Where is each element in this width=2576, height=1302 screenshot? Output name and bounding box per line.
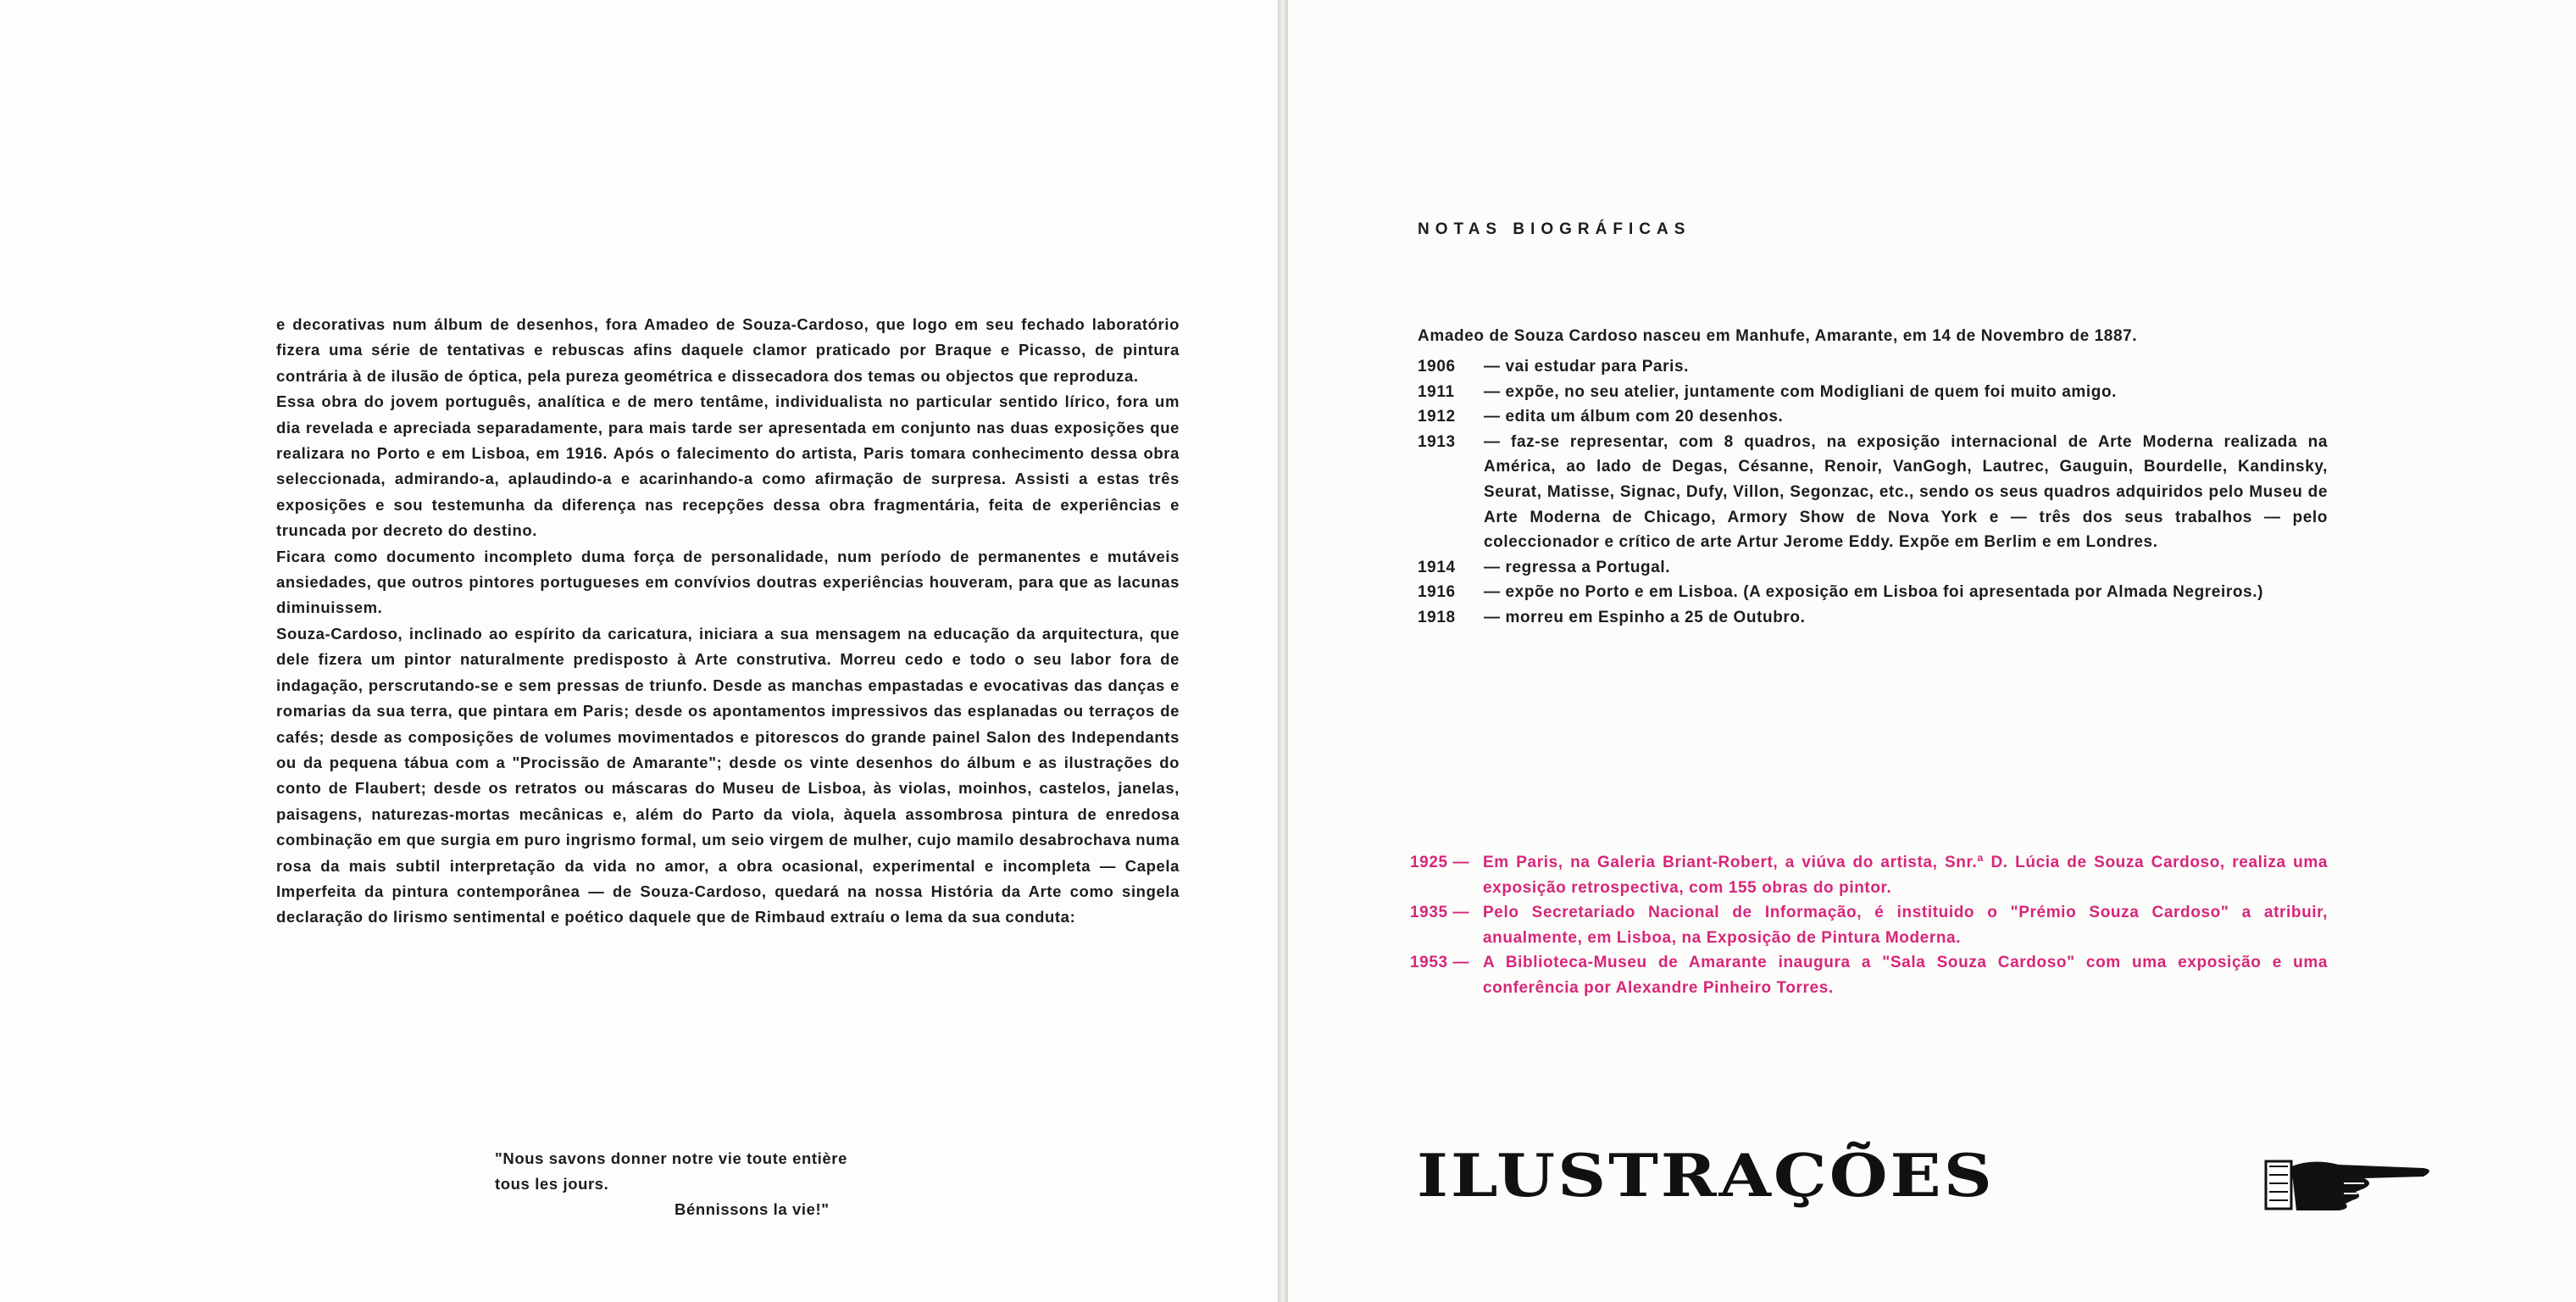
- quote-line: tous les jours.: [495, 1175, 609, 1193]
- bio-year: 1916: [1418, 583, 1456, 602]
- illustrations-heading: ILUSTRAÇÕES: [1417, 1140, 1995, 1210]
- bio-entry: [1418, 430, 2328, 555]
- bio-year: 1911: [1418, 382, 1455, 401]
- bio-year: 1906: [1418, 358, 1456, 376]
- essay-paragraph: e decorativas num álbum de desenhos, fora Amadeo de Souza-Cardoso, que logo em seu fechado laboratório fizera uma série de tentativas e rebuscas afins daquele clamor praticado por Braque e Picasso, de pintura contrária à de ilusão de óptica, pela pureza geométrica e dissecadora dos temas ou objectos que reproduza.: [276, 315, 1180, 385]
- bio-text: — regressa a Portugal.: [1484, 558, 1671, 576]
- bio-year: 1912: [1418, 408, 1456, 426]
- bio-entry: [1418, 404, 2328, 430]
- bio-intro: Amadeo de Souza Cardoso nasceu em Manhufe, Amarante, em 14 de Novembro de 1887.: [1418, 327, 2138, 345]
- event-year: 1953 —: [1410, 954, 1470, 972]
- section-title: NOTAS BIOGRÁFICAS: [1418, 220, 1691, 238]
- bio-entry: [1418, 605, 2328, 631]
- bio-text: — expõe, no seu atelier, juntamente com Modigliani de quem foi muito amigo.: [1484, 382, 2118, 401]
- event-year: 1925 —: [1410, 854, 1470, 871]
- event-entry: [1410, 950, 2328, 1000]
- quote-line: "Nous savons donner notre vie toute entière: [495, 1149, 847, 1167]
- bio-entry: [1418, 380, 2328, 405]
- pointing-hand-icon: [2262, 1149, 2440, 1217]
- bio-text: — morreu em Espinho a 25 de Outubro.: [1484, 608, 1806, 626]
- event-text: Em Paris, na Galeria Briant-Robert, a viúva do artista, Snr.ª D. Lúcia de Souza Cardoso, realiza uma exposição retrospectiva, com 155 obras do pintor.: [1483, 854, 2328, 897]
- essay-paragraph: Ficara como documento incompleto duma força de personalidade, num período de permanentes e mutáveis ansiedades, que outros pintores portugueses em convívios doutras experiências houveram, para que as lacunas diminuissem.: [276, 547, 1180, 617]
- book-gutter: [1278, 0, 1288, 1302]
- bio-text: — edita um álbum com 20 desenhos.: [1484, 408, 1784, 426]
- event-text: Pelo Secretariado Nacional de Informação, é instituido o "Prémio Souza Cardoso" a atribuir, anualmente, em Lisboa, na Exposição de Pintura Moderna.: [1483, 904, 2328, 947]
- bio-year: 1913: [1418, 432, 1456, 451]
- bio-text: — faz-se representar, com 8 quadros, na exposição internacional de Arte Moderna realizada na América, ao lado de Degas, Césanne, Renoir, VanGogh, Lautrec, Gauguin, Bourdelle, Kandinsky, Seurat, Matisse, Signac, Dufy, Villon, Segonzac, etc., sendo os seus quadros adquiridos pelo Museu de Arte Moderna de Chicago, Armory Show de Nova York e — três dos seus trabalhos — pelo coleccionador e crítico de arte Artur Jerome Eddy. Expõe em Berlim e em Londres.: [1484, 432, 2328, 552]
- essay-paragraph: Essa obra do jovem português, analítica e de mero tentâme, individualista no particular sentido lírico, fora um dia revelada e apreciada separadamente, para mais tarde ser apresentada em conjunto nas duas exposições que realizara no Porto e em Lisboa, em 1916. Após o falecimento do artista, Paris tomara conhecimento dessa obra seleccionada, admirando-a, aplaudindo-a e acarinhando-a como afirmação de surpresa. Assisti a estas três exposições e sou testemunha da diferença nas recepções dessa obra fragmentária, feita de experiências e truncada por decreto do destino.: [276, 392, 1180, 540]
- bio-year: 1914: [1418, 558, 1456, 576]
- event-text: A Biblioteca-Museu de Amarante inaugura a "Sala Souza Cardoso" com uma exposição e uma conferência por Alexandre Pinheiro Torres.: [1483, 954, 2328, 997]
- right-page: [1288, 0, 2576, 1302]
- event-year: 1935 —: [1410, 904, 1470, 922]
- bio-entry: [1418, 354, 2328, 380]
- essay-paragraph: Souza-Cardoso, inclinado ao espírito da caricatura, iniciara a sua mensagem na educação da arquitectura, que dele fizera um pintor naturalmente predisposto à Arte construtiva. Morreu cedo e todo o seu labor fora de indagação, perscrutando-se e sem pressas de triunfo. Desde as manchas empastadas e evocativas das danças e romarias da sua terra, que pintara em Paris; desde os apontamentos impressivos das esplanadas ou terraços de cafés; desde as composições de volumes movimentados e pitorescos do grande painel Salon des Independants ou da pequena tábua com a "Procissão de Amarante"; desde os vinte desenhos do álbum e as ilustrações do conto de Flaubert; desde os retratos ou máscaras do Museu de Lisboa, às violas, moinhos, castelos, janelas, paisagens, naturezas-mortas mecânicas e, além do Parto da viola, àquela assombrosa pintura de enredosa combinação em que surgia em puro ingrismo formal, um seio virgem de mulher, cujo mamilo desabrochava numa rosa da mais subtil interpretação da vida no amor, a obra ocasional, experimental e incompleta — Capela Imperfeita da pintura contemporânea — de Souza-Cardoso, quedará na nossa História da Arte como singela declaração do lirismo sentimental e poético daquele que de Rimbaud extraíu o lema da sua conduta:: [276, 624, 1180, 926]
- bio-entry: [1418, 555, 2328, 581]
- rimbaud-quote: [495, 1146, 847, 1222]
- quote-signature: Bénnissons la vie!": [675, 1200, 830, 1218]
- bio-entry: [1418, 580, 2328, 605]
- event-entry: [1410, 900, 2328, 950]
- bio-year: 1918: [1418, 608, 1456, 626]
- left-page: [0, 0, 1278, 1302]
- posthumous-events: [1410, 850, 2328, 1001]
- bio-text: — expõe no Porto e em Lisboa. (A exposição em Lisboa foi apresentada por Almada Negreiros.): [1484, 583, 2264, 602]
- bio-list: [1418, 354, 2328, 631]
- bio-text: — vai estudar para Paris.: [1484, 358, 1690, 376]
- event-entry: [1410, 850, 2328, 900]
- essay-text: [276, 312, 1180, 931]
